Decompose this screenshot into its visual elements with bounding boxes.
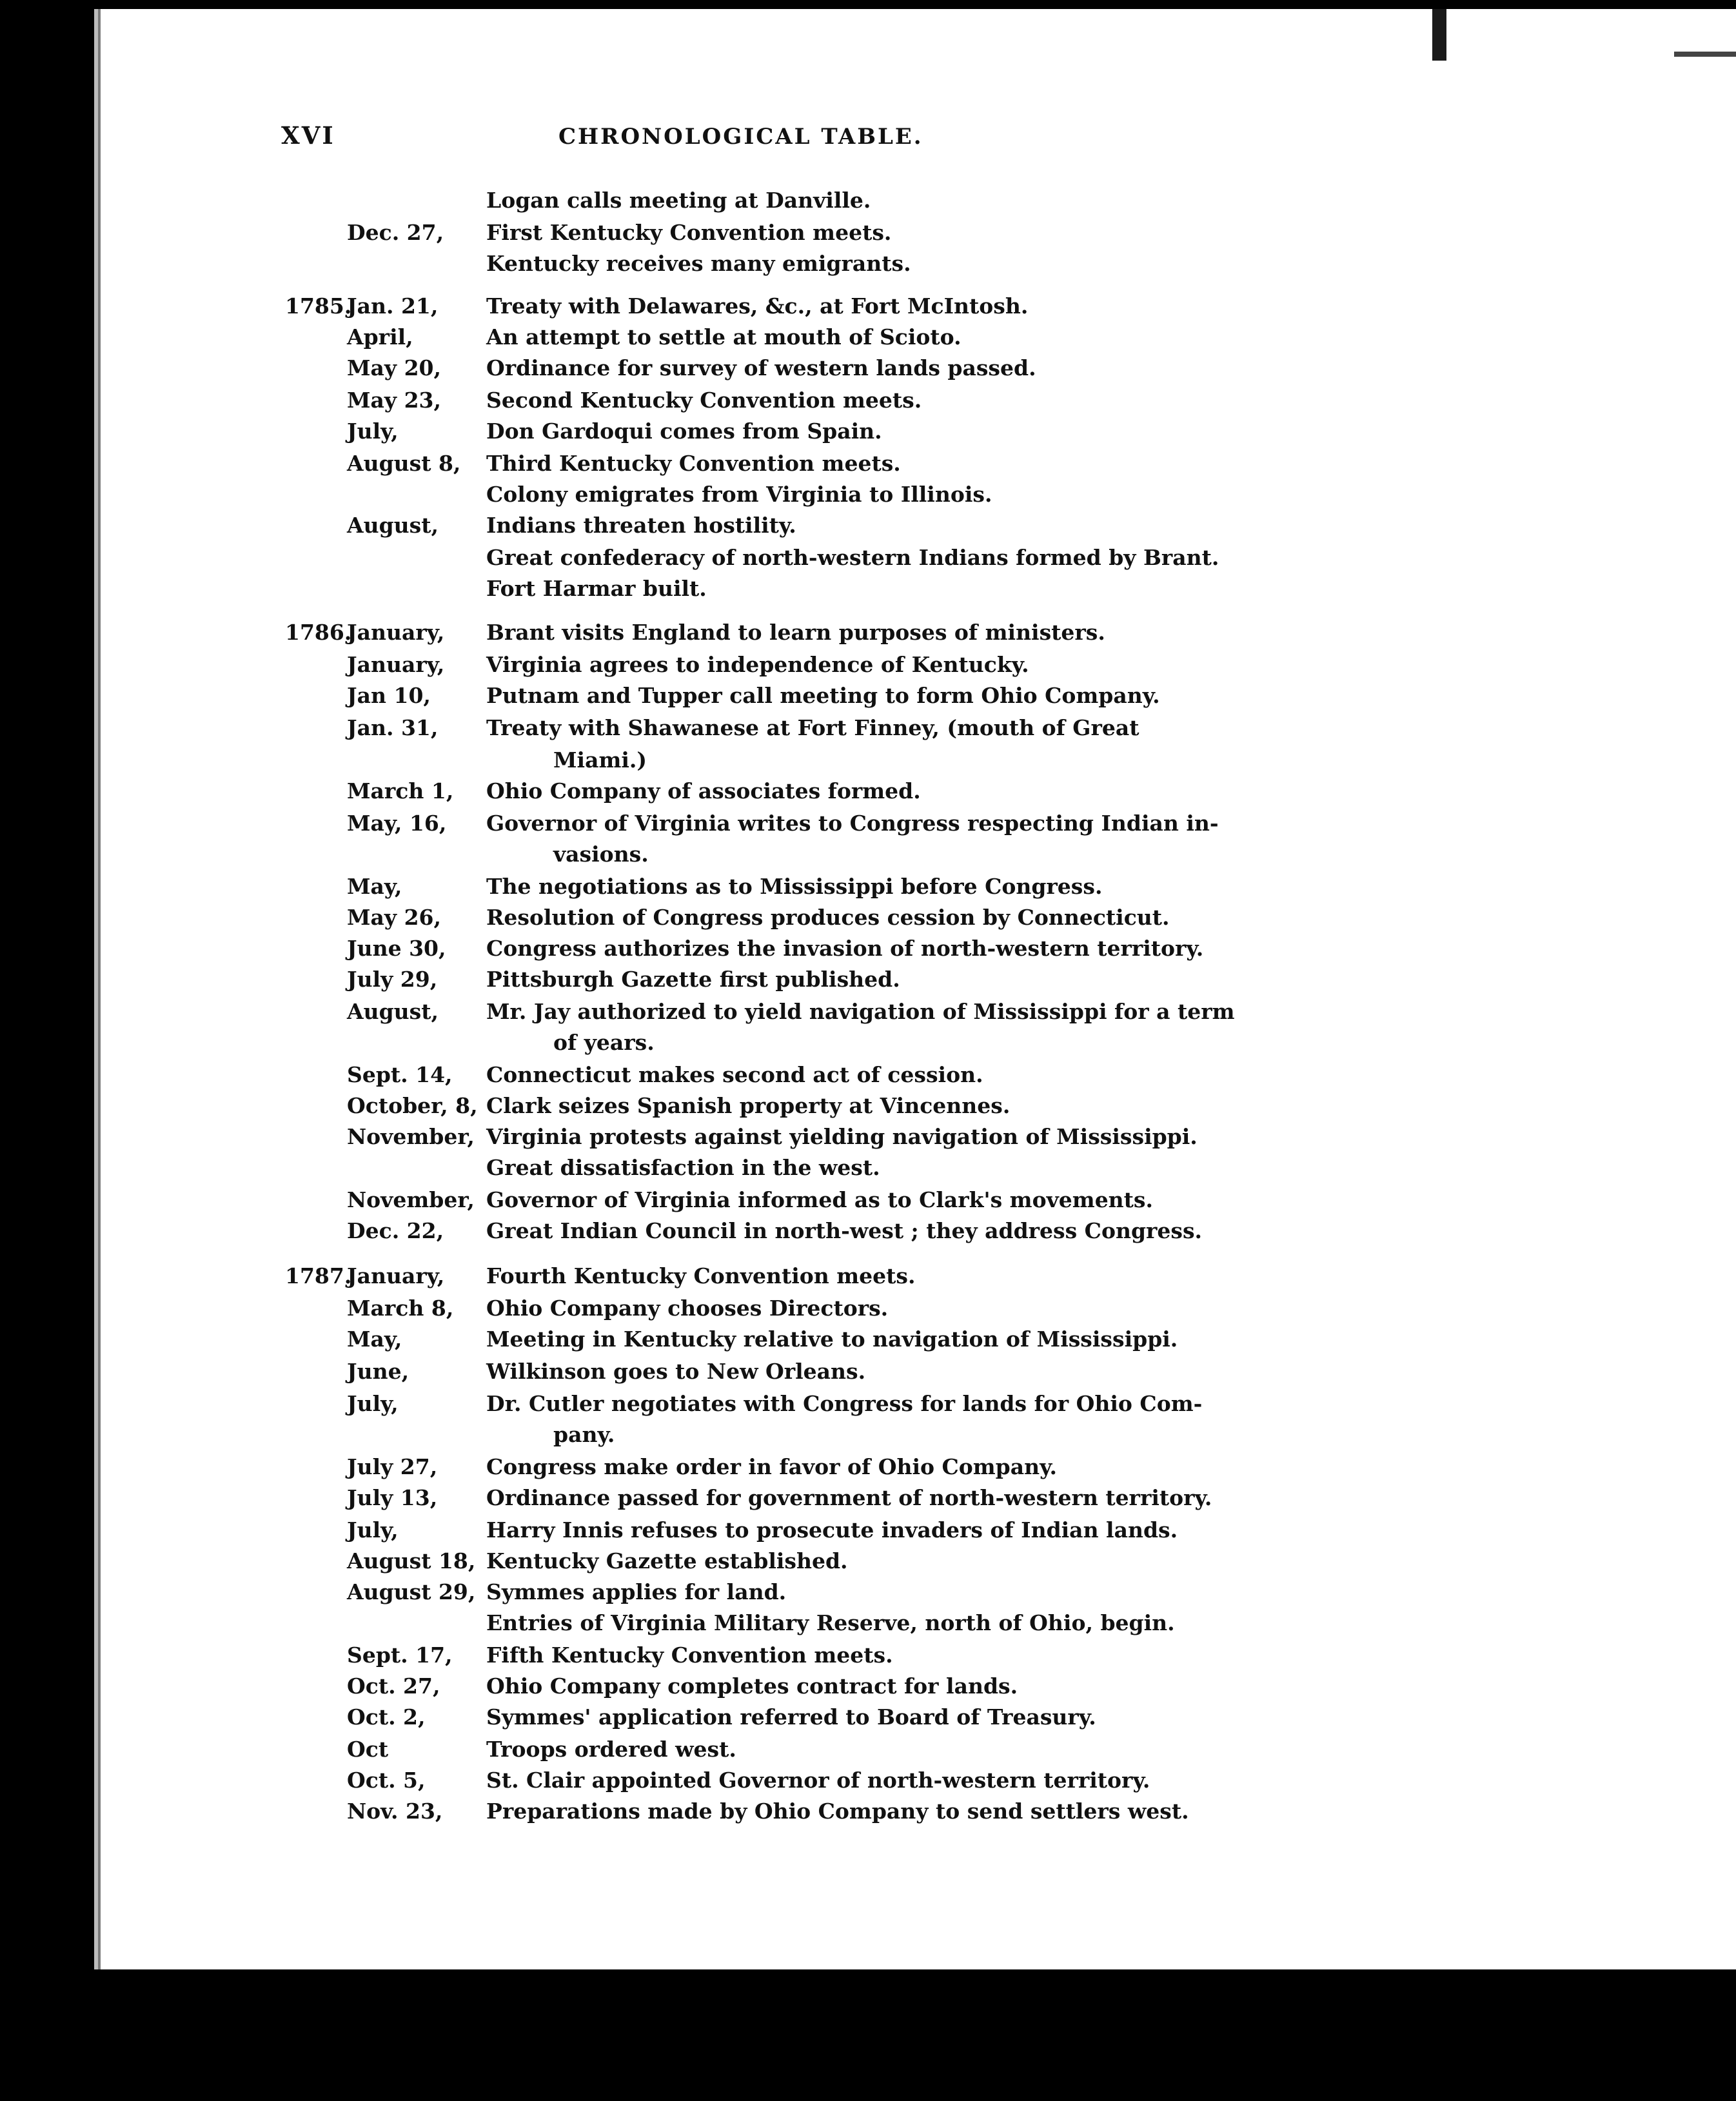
table-row xyxy=(94,902,1736,934)
entry-date: July, xyxy=(347,419,399,444)
entry-date: July, xyxy=(347,1391,399,1416)
entry-year: 1785. xyxy=(285,293,352,319)
entry-date: Oct. 27, xyxy=(347,1673,440,1699)
entry-event: First Kentucky Convention meets. xyxy=(486,220,892,245)
table-row xyxy=(94,963,1736,996)
table-row xyxy=(94,573,1736,605)
entry-date: August 29, xyxy=(347,1579,476,1604)
entry-date: Dec. 27, xyxy=(347,220,444,245)
table-row xyxy=(94,1152,1736,1184)
table-row xyxy=(94,744,1736,776)
entry-event: Entries of Virginia Military Reserve, north of Ohio, begin. xyxy=(486,1610,1175,1635)
table-row xyxy=(94,1388,1736,1420)
table-row xyxy=(94,1260,1736,1292)
table-row xyxy=(94,1292,1736,1325)
table-row xyxy=(94,807,1736,840)
table-row xyxy=(94,1482,1736,1514)
entry-event: Miami.) xyxy=(553,747,647,773)
entry-event: Indians threaten hostility. xyxy=(486,513,796,538)
table-row xyxy=(94,384,1736,417)
entry-event: Kentucky Gazette established. xyxy=(486,1548,848,1573)
entry-event: Governor of Virginia informed as to Clark's movements. xyxy=(486,1187,1153,1212)
entry-date: Oct xyxy=(347,1737,389,1762)
table-row xyxy=(94,838,1736,871)
entry-event: vasions. xyxy=(553,842,649,867)
page-number: XVI xyxy=(281,121,335,150)
entry-date: July 27, xyxy=(347,1454,438,1479)
entry-event: Preparations made by Ohio Company to send settlers west. xyxy=(486,1799,1189,1824)
entry-date: October, 8, xyxy=(347,1093,478,1118)
entry-event: Great confederacy of north-western Indians formed by Brant. xyxy=(486,545,1219,570)
entry-event: Treaty with Shawanese at Fort Finney, (mouth of Great xyxy=(486,715,1139,740)
table-row xyxy=(94,616,1736,649)
scan-left-border xyxy=(0,0,94,2101)
table-row xyxy=(94,1451,1736,1483)
table-row xyxy=(94,1733,1736,1766)
entry-event: Ohio Company completes contract for lands. xyxy=(486,1673,1018,1699)
table-row xyxy=(94,1639,1736,1672)
entry-date: March 1, xyxy=(347,778,454,804)
entry-date: July 13, xyxy=(347,1485,438,1510)
entry-event: Mr. Jay authorized to yield navigation of Mississippi for a term xyxy=(486,999,1235,1024)
entry-date: Oct. 2, xyxy=(347,1704,426,1730)
entry-date: May, xyxy=(347,874,402,899)
table-row xyxy=(94,248,1736,280)
table-row xyxy=(94,217,1736,249)
entry-event: Symmes' application referred to Board of Treasury. xyxy=(486,1704,1096,1730)
entry-event: Ordinance for survey of western lands passed. xyxy=(486,355,1036,380)
entry-event: Brant visits England to learn purposes of ministers. xyxy=(486,620,1105,645)
entry-date: August 8, xyxy=(347,451,461,476)
table-row xyxy=(94,1701,1736,1733)
table-row xyxy=(94,1184,1736,1216)
entry-date: Jan. 31, xyxy=(347,715,439,740)
entry-date: Nov. 23, xyxy=(347,1799,443,1824)
table-row xyxy=(94,649,1736,681)
table-row xyxy=(94,1121,1736,1153)
entry-event: Dr. Cutler negotiates with Congress for lands for Ohio Com- xyxy=(486,1391,1203,1416)
entry-event: Kentucky receives many emigrants. xyxy=(486,251,911,276)
entry-event: Congress authorizes the invasion of north-western territory. xyxy=(486,936,1204,961)
table-row xyxy=(94,871,1736,903)
table-row xyxy=(94,775,1736,807)
entry-event: Logan calls meeting at Danville. xyxy=(486,188,871,213)
entry-event: Congress make order in favor of Ohio Company. xyxy=(486,1454,1058,1479)
table-row xyxy=(94,932,1736,965)
entry-event: of years. xyxy=(553,1030,655,1055)
entry-date: January, xyxy=(347,652,445,677)
table-row xyxy=(94,1215,1736,1247)
document-page xyxy=(94,9,1736,1969)
table-row xyxy=(94,1323,1736,1356)
table-row xyxy=(94,352,1736,384)
entry-year: 1787. xyxy=(285,1263,352,1288)
entry-event: Symmes applies for land. xyxy=(486,1579,787,1604)
entry-event: Connecticut makes second act of cession. xyxy=(486,1062,983,1087)
entry-event: An attempt to settle at mouth of Scioto. xyxy=(486,324,962,350)
entry-event: Ohio Company of associates formed. xyxy=(486,778,921,804)
table-row xyxy=(94,1576,1736,1608)
table-row xyxy=(94,996,1736,1028)
entry-event: Meeting in Kentucky relative to navigation of Mississippi. xyxy=(486,1327,1178,1352)
table-row xyxy=(94,1514,1736,1546)
entry-event: Great Indian Council in north-west ; they address Congress. xyxy=(486,1218,1203,1243)
entry-date: January, xyxy=(347,1263,445,1288)
entry-date: July 29, xyxy=(347,967,438,992)
table-row xyxy=(94,680,1736,712)
entry-event: Putnam and Tupper call meeting to form Ohio Company. xyxy=(486,683,1160,708)
entry-event: Don Gardoqui comes from Spain. xyxy=(486,419,882,444)
entry-year: 1786. xyxy=(285,620,352,645)
table-row xyxy=(94,1607,1736,1639)
entry-event: pany. xyxy=(553,1422,615,1447)
entry-date: March 8, xyxy=(347,1296,454,1321)
table-row xyxy=(94,415,1736,448)
table-row xyxy=(94,1419,1736,1451)
chronological-table xyxy=(94,9,1736,1969)
entry-event: Great dissatisfaction in the west. xyxy=(486,1155,880,1180)
entry-event: Virginia protests against yielding navigation of Mississippi. xyxy=(486,1124,1198,1149)
entry-event: Fourth Kentucky Convention meets. xyxy=(486,1263,916,1288)
entry-date: May 23, xyxy=(347,388,441,413)
running-head: CHRONOLOGICAL TABLE. xyxy=(558,124,923,150)
entry-date: August, xyxy=(347,999,439,1024)
table-row xyxy=(94,184,1736,217)
table-row xyxy=(94,1059,1736,1091)
entry-date: November, xyxy=(347,1124,475,1149)
entry-date: Jan. 21, xyxy=(347,293,439,319)
entry-date: June 30, xyxy=(347,936,446,961)
entry-event: Fifth Kentucky Convention meets. xyxy=(486,1642,893,1668)
table-row xyxy=(94,321,1736,353)
entry-date: August 18, xyxy=(347,1548,476,1573)
table-row xyxy=(94,1795,1736,1828)
entry-date: April, xyxy=(347,324,413,350)
table-row xyxy=(94,542,1736,574)
entry-date: May, xyxy=(347,1327,402,1352)
entry-event: Fort Harmar built. xyxy=(486,576,707,601)
entry-date: May 26, xyxy=(347,905,441,930)
entry-date: Sept. 14, xyxy=(347,1062,453,1087)
entry-event: Wilkinson goes to New Orleans. xyxy=(486,1359,866,1384)
table-row xyxy=(94,1356,1736,1388)
entry-event: Colony emigrates from Virginia to Illinois. xyxy=(486,482,992,507)
entry-date: Jan 10, xyxy=(347,683,431,708)
table-row xyxy=(94,448,1736,480)
entry-date: June, xyxy=(347,1359,409,1384)
entry-event: Pittsburgh Gazette first published. xyxy=(486,967,900,992)
entry-date: November, xyxy=(347,1187,475,1212)
table-row xyxy=(94,712,1736,744)
entry-event: Harry Innis refuses to prosecute invaders of Indian lands. xyxy=(486,1517,1178,1543)
entry-event: Virginia agrees to independence of Kentucky. xyxy=(486,652,1029,677)
table-row xyxy=(94,509,1736,542)
entry-date: Dec. 22, xyxy=(347,1218,444,1243)
table-row xyxy=(94,1545,1736,1577)
entry-event: Governor of Virginia writes to Congress respecting Indian in- xyxy=(486,811,1219,836)
entry-event: Troops ordered west. xyxy=(486,1737,736,1762)
entry-event: Third Kentucky Convention meets. xyxy=(486,451,901,476)
entry-event: Treaty with Delawares, &c., at Fort McIntosh. xyxy=(486,293,1029,319)
entry-date: May 20, xyxy=(347,355,441,380)
entry-event: Second Kentucky Convention meets. xyxy=(486,388,922,413)
entry-date: July, xyxy=(347,1517,399,1543)
entry-date: August, xyxy=(347,513,439,538)
entry-date: January, xyxy=(347,620,445,645)
entry-event: St. Clair appointed Governor of north-western territory. xyxy=(486,1768,1150,1793)
table-row xyxy=(94,1090,1736,1122)
entry-event: The negotiations as to Mississippi before Congress. xyxy=(486,874,1103,899)
entry-date: May, 16, xyxy=(347,811,447,836)
table-row xyxy=(94,478,1736,511)
entry-event: Resolution of Congress produces cession by Connecticut. xyxy=(486,905,1170,930)
entry-date: Oct. 5, xyxy=(347,1768,426,1793)
entry-event: Ohio Company chooses Directors. xyxy=(486,1296,889,1321)
entry-event: Ordinance passed for government of north-western territory. xyxy=(486,1485,1212,1510)
entry-date: Sept. 17, xyxy=(347,1642,453,1668)
table-row xyxy=(94,290,1736,322)
entry-event: Clark seizes Spanish property at Vincennes. xyxy=(486,1093,1011,1118)
table-row xyxy=(94,1670,1736,1702)
table-row xyxy=(94,1027,1736,1059)
table-row xyxy=(94,1764,1736,1797)
